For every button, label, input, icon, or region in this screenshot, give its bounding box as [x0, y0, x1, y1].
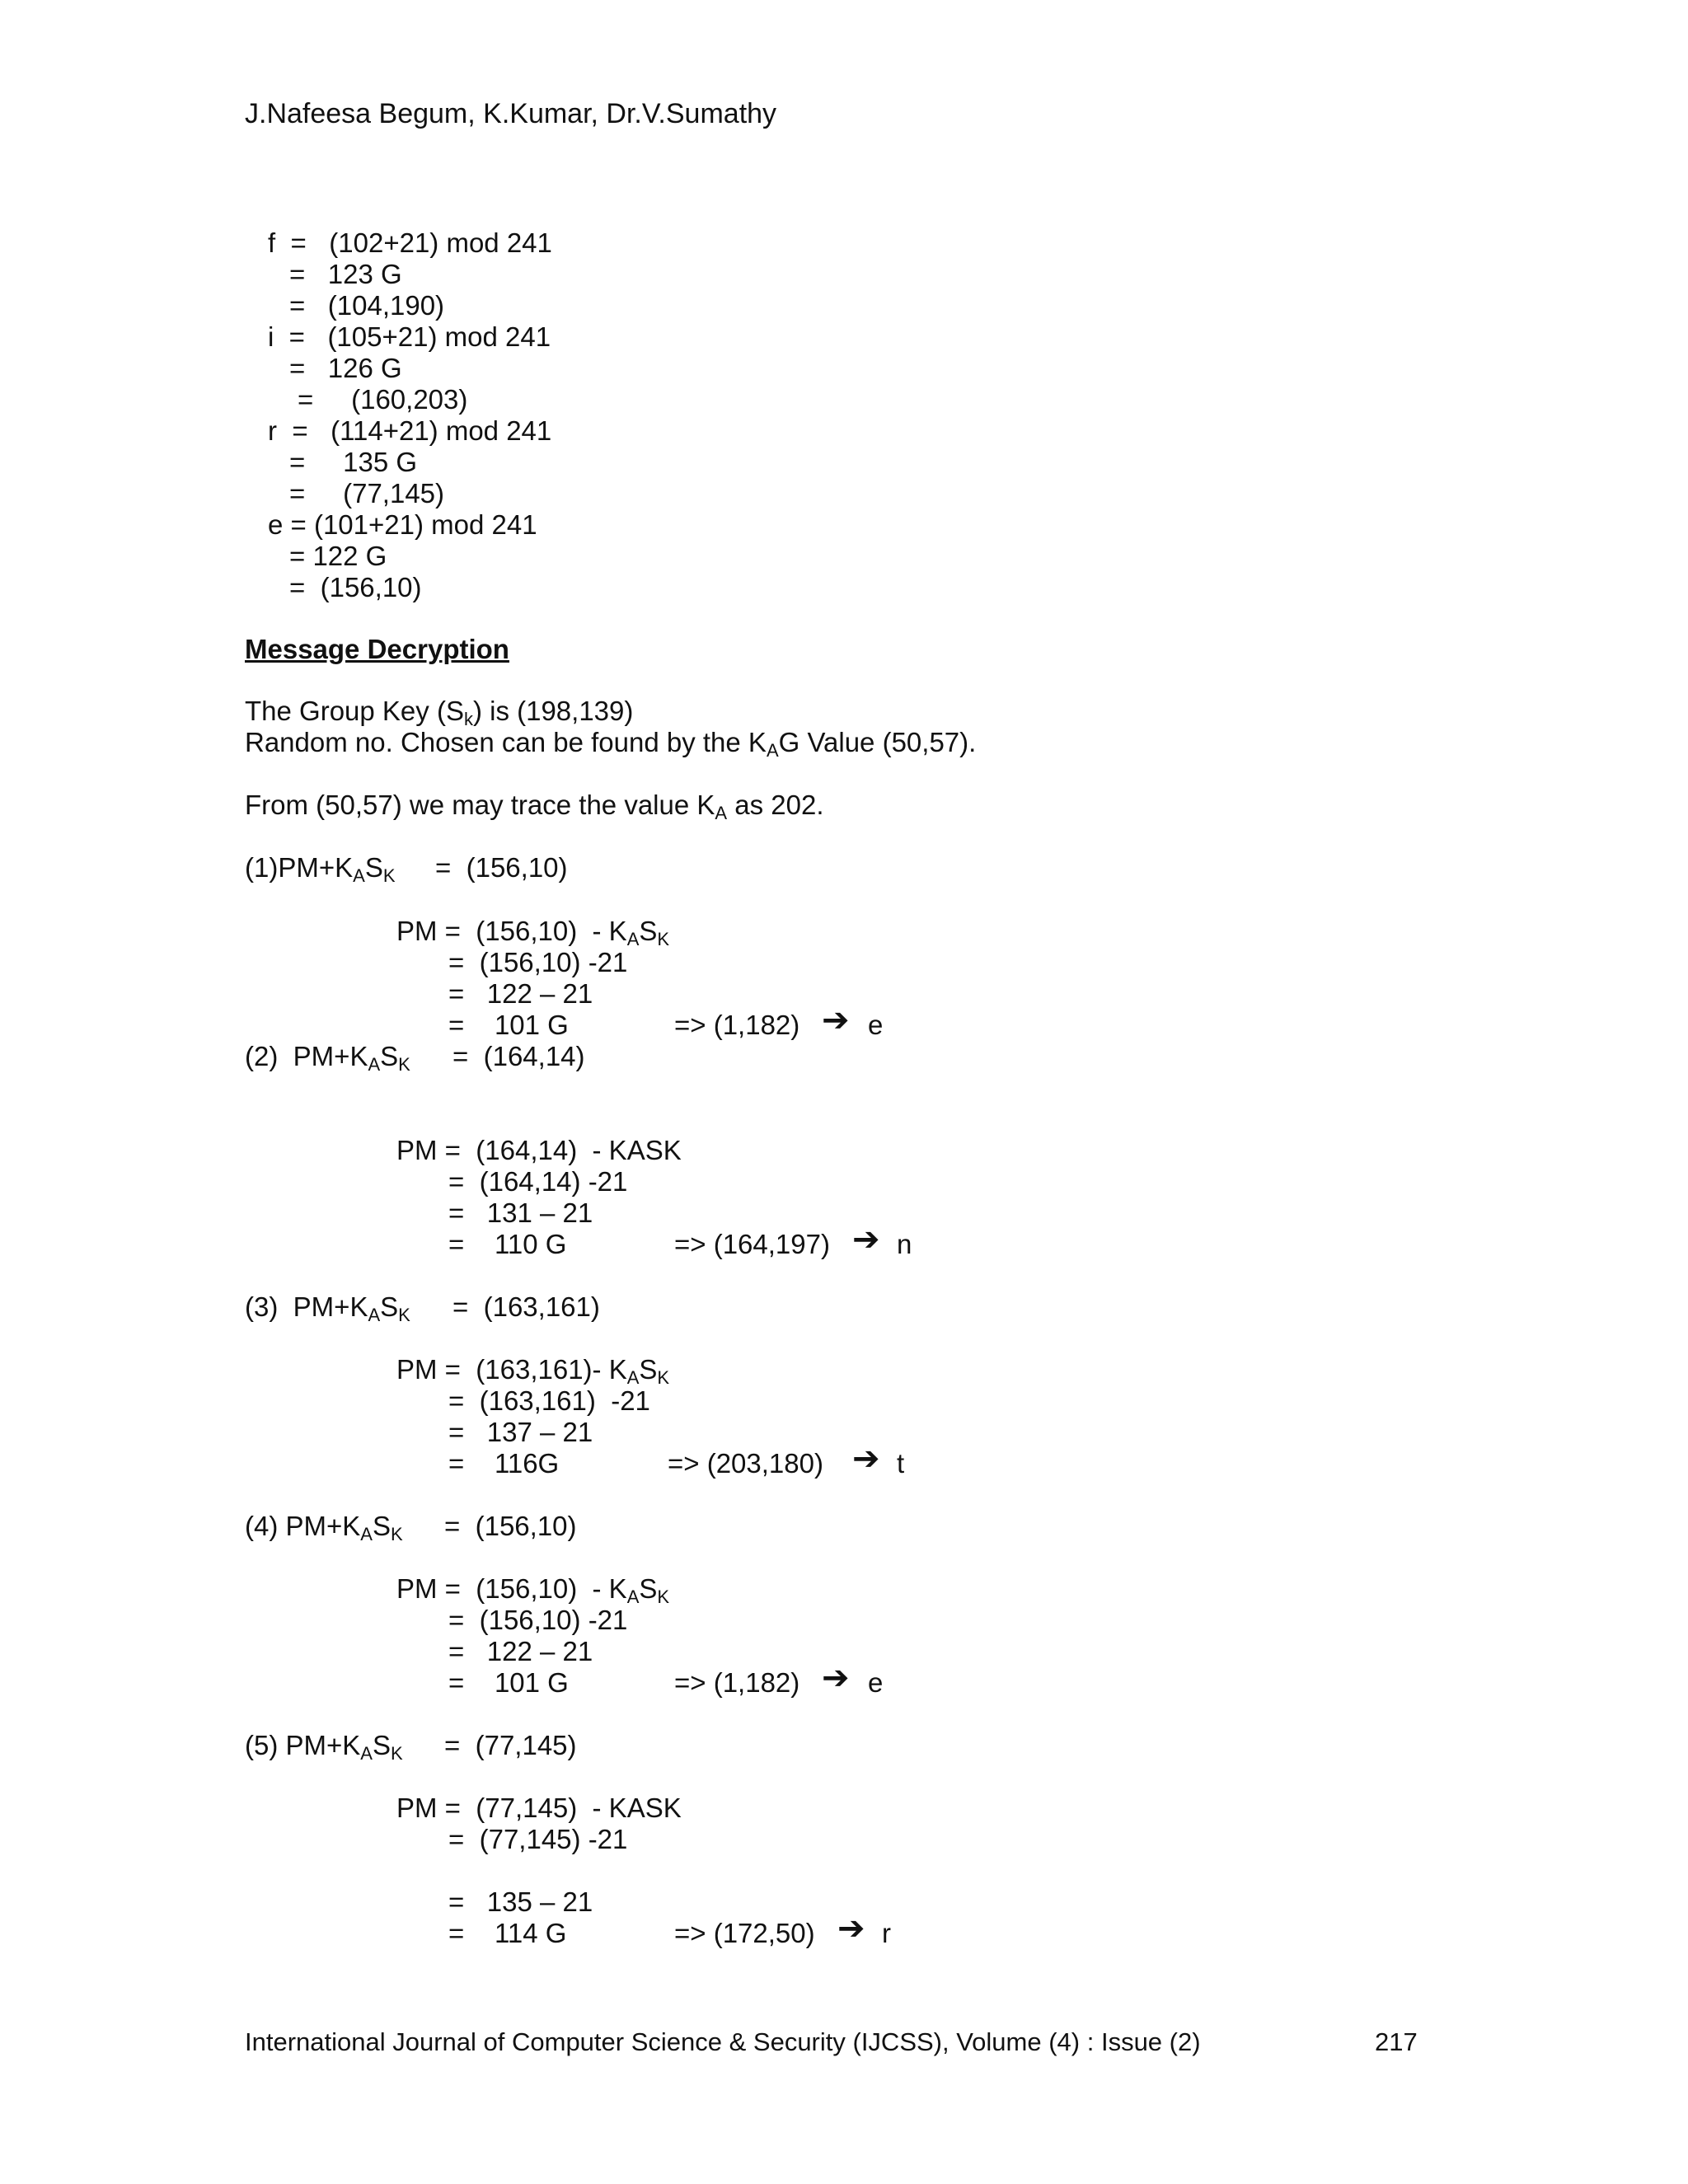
enc-line: i = (105+21) mod 241: [268, 321, 551, 352]
trace-line: From (50,57) we may trace the value $K_A$ as 202.: [245, 790, 824, 823]
step-3-label: (3) $PM+K_AS_K$: [245, 1291, 410, 1325]
step-3-point: => (203,180): [668, 1448, 823, 1479]
step-1-point: => (1,182): [674, 1010, 800, 1040]
step-1-pm: PM = $(156,10) - K_AS_K$: [396, 916, 670, 949]
right-arrow-icon: ➔: [822, 1660, 850, 1696]
footer-journal: International Journal of Computer Science & Security (IJCSS), Volume (4) : Issue (2): [245, 2027, 1201, 2056]
step-4-label: (4) $PM+K_AS_K$: [245, 1511, 403, 1544]
step-4-point: => (1,182): [674, 1667, 800, 1698]
section-heading: Message Decryption: [245, 634, 509, 664]
right-arrow-icon: ➔: [852, 1221, 880, 1258]
enc-line: = (160,203): [298, 384, 468, 415]
step-3-value: = (163,161): [452, 1291, 600, 1322]
enc-line: e = (101+21) mod 241: [268, 509, 537, 540]
step-4-calc: = 122 – 21: [448, 1636, 593, 1666]
right-arrow-icon: ➔: [837, 1910, 865, 1947]
enc-line: = 123 G: [289, 259, 402, 289]
step-5-letter: r: [882, 1918, 891, 1948]
random-no-line: Random no. Chosen can be found by the $K_AG$ Value (50,57).: [245, 727, 977, 761]
step-1-label: $(1)PM+K_AS_K$: [245, 852, 396, 886]
step-3-pm: PM = (163,161)- $K_AS_K$: [396, 1354, 670, 1388]
step-2-point: => (164,197): [674, 1229, 830, 1259]
step-4-calc: = 101 G: [448, 1667, 569, 1698]
step-3-calc: = 116G: [448, 1448, 560, 1479]
enc-line: = (156,10): [289, 572, 422, 602]
step-3-calc: = (163,161) -21: [448, 1385, 650, 1416]
page-number: 217: [1375, 2027, 1418, 2056]
enc-line: f = (102+21) mod 241: [268, 227, 552, 258]
step-3-calc: = 137 – 21: [448, 1417, 593, 1447]
right-arrow-icon: ➔: [822, 1002, 850, 1038]
enc-line: r = (114+21) mod 241: [268, 415, 552, 446]
step-1-calc: = (156,10) -21: [448, 947, 628, 977]
step-1-calc: = 101 G: [448, 1010, 569, 1040]
step-5-calc: = 114 G: [448, 1918, 567, 1948]
step-2-calc: = 131 – 21: [448, 1197, 593, 1228]
step-2-calc: = (164,14) -21: [448, 1166, 628, 1197]
step-2-letter: n: [897, 1229, 912, 1259]
enc-line: = 135 G: [289, 447, 418, 477]
group-key-line: The Group Key $(S_k)$ is (198,139): [245, 696, 634, 729]
step-4-pm: PM = $(156,10) - K_AS_K$: [396, 1573, 670, 1607]
step-2-label: (2) $PM+K_AS_K$: [245, 1041, 410, 1075]
step-5-calc: = (77,145) -21: [448, 1824, 628, 1854]
enc-line: = (77,145): [289, 478, 445, 509]
step-1-letter: e: [868, 1010, 884, 1040]
step-4-letter: e: [868, 1667, 884, 1698]
right-arrow-icon: ➔: [852, 1441, 880, 1477]
step-5-point: => (172,50): [674, 1918, 815, 1948]
step-5-label: (5) $PM+K_AS_K$: [245, 1730, 403, 1764]
step-1-calc: = 122 – 21: [448, 978, 593, 1009]
step-4-calc: = (156,10) -21: [448, 1605, 628, 1635]
enc-line: = 126 G: [289, 353, 402, 383]
enc-line: = (104,190): [289, 290, 445, 321]
step-5-pm: PM = (77,145) - KASK: [396, 1793, 682, 1823]
step-1-value: = (156,10): [435, 852, 568, 883]
step-3-letter: t: [897, 1448, 905, 1479]
running-header-authors: J.Nafeesa Begum, K.Kumar, Dr.V.Sumathy: [245, 98, 777, 129]
step-2-pm: PM = (164,14) - KASK: [396, 1135, 682, 1165]
enc-line: = 122 G: [289, 541, 387, 571]
step-4-value: = (156,10): [444, 1511, 577, 1541]
step-5-calc: = 135 – 21: [448, 1886, 593, 1917]
step-5-value: = (77,145): [444, 1730, 577, 1760]
step-2-value: = (164,14): [452, 1041, 585, 1071]
step-2-calc: = 110 G: [448, 1229, 567, 1259]
